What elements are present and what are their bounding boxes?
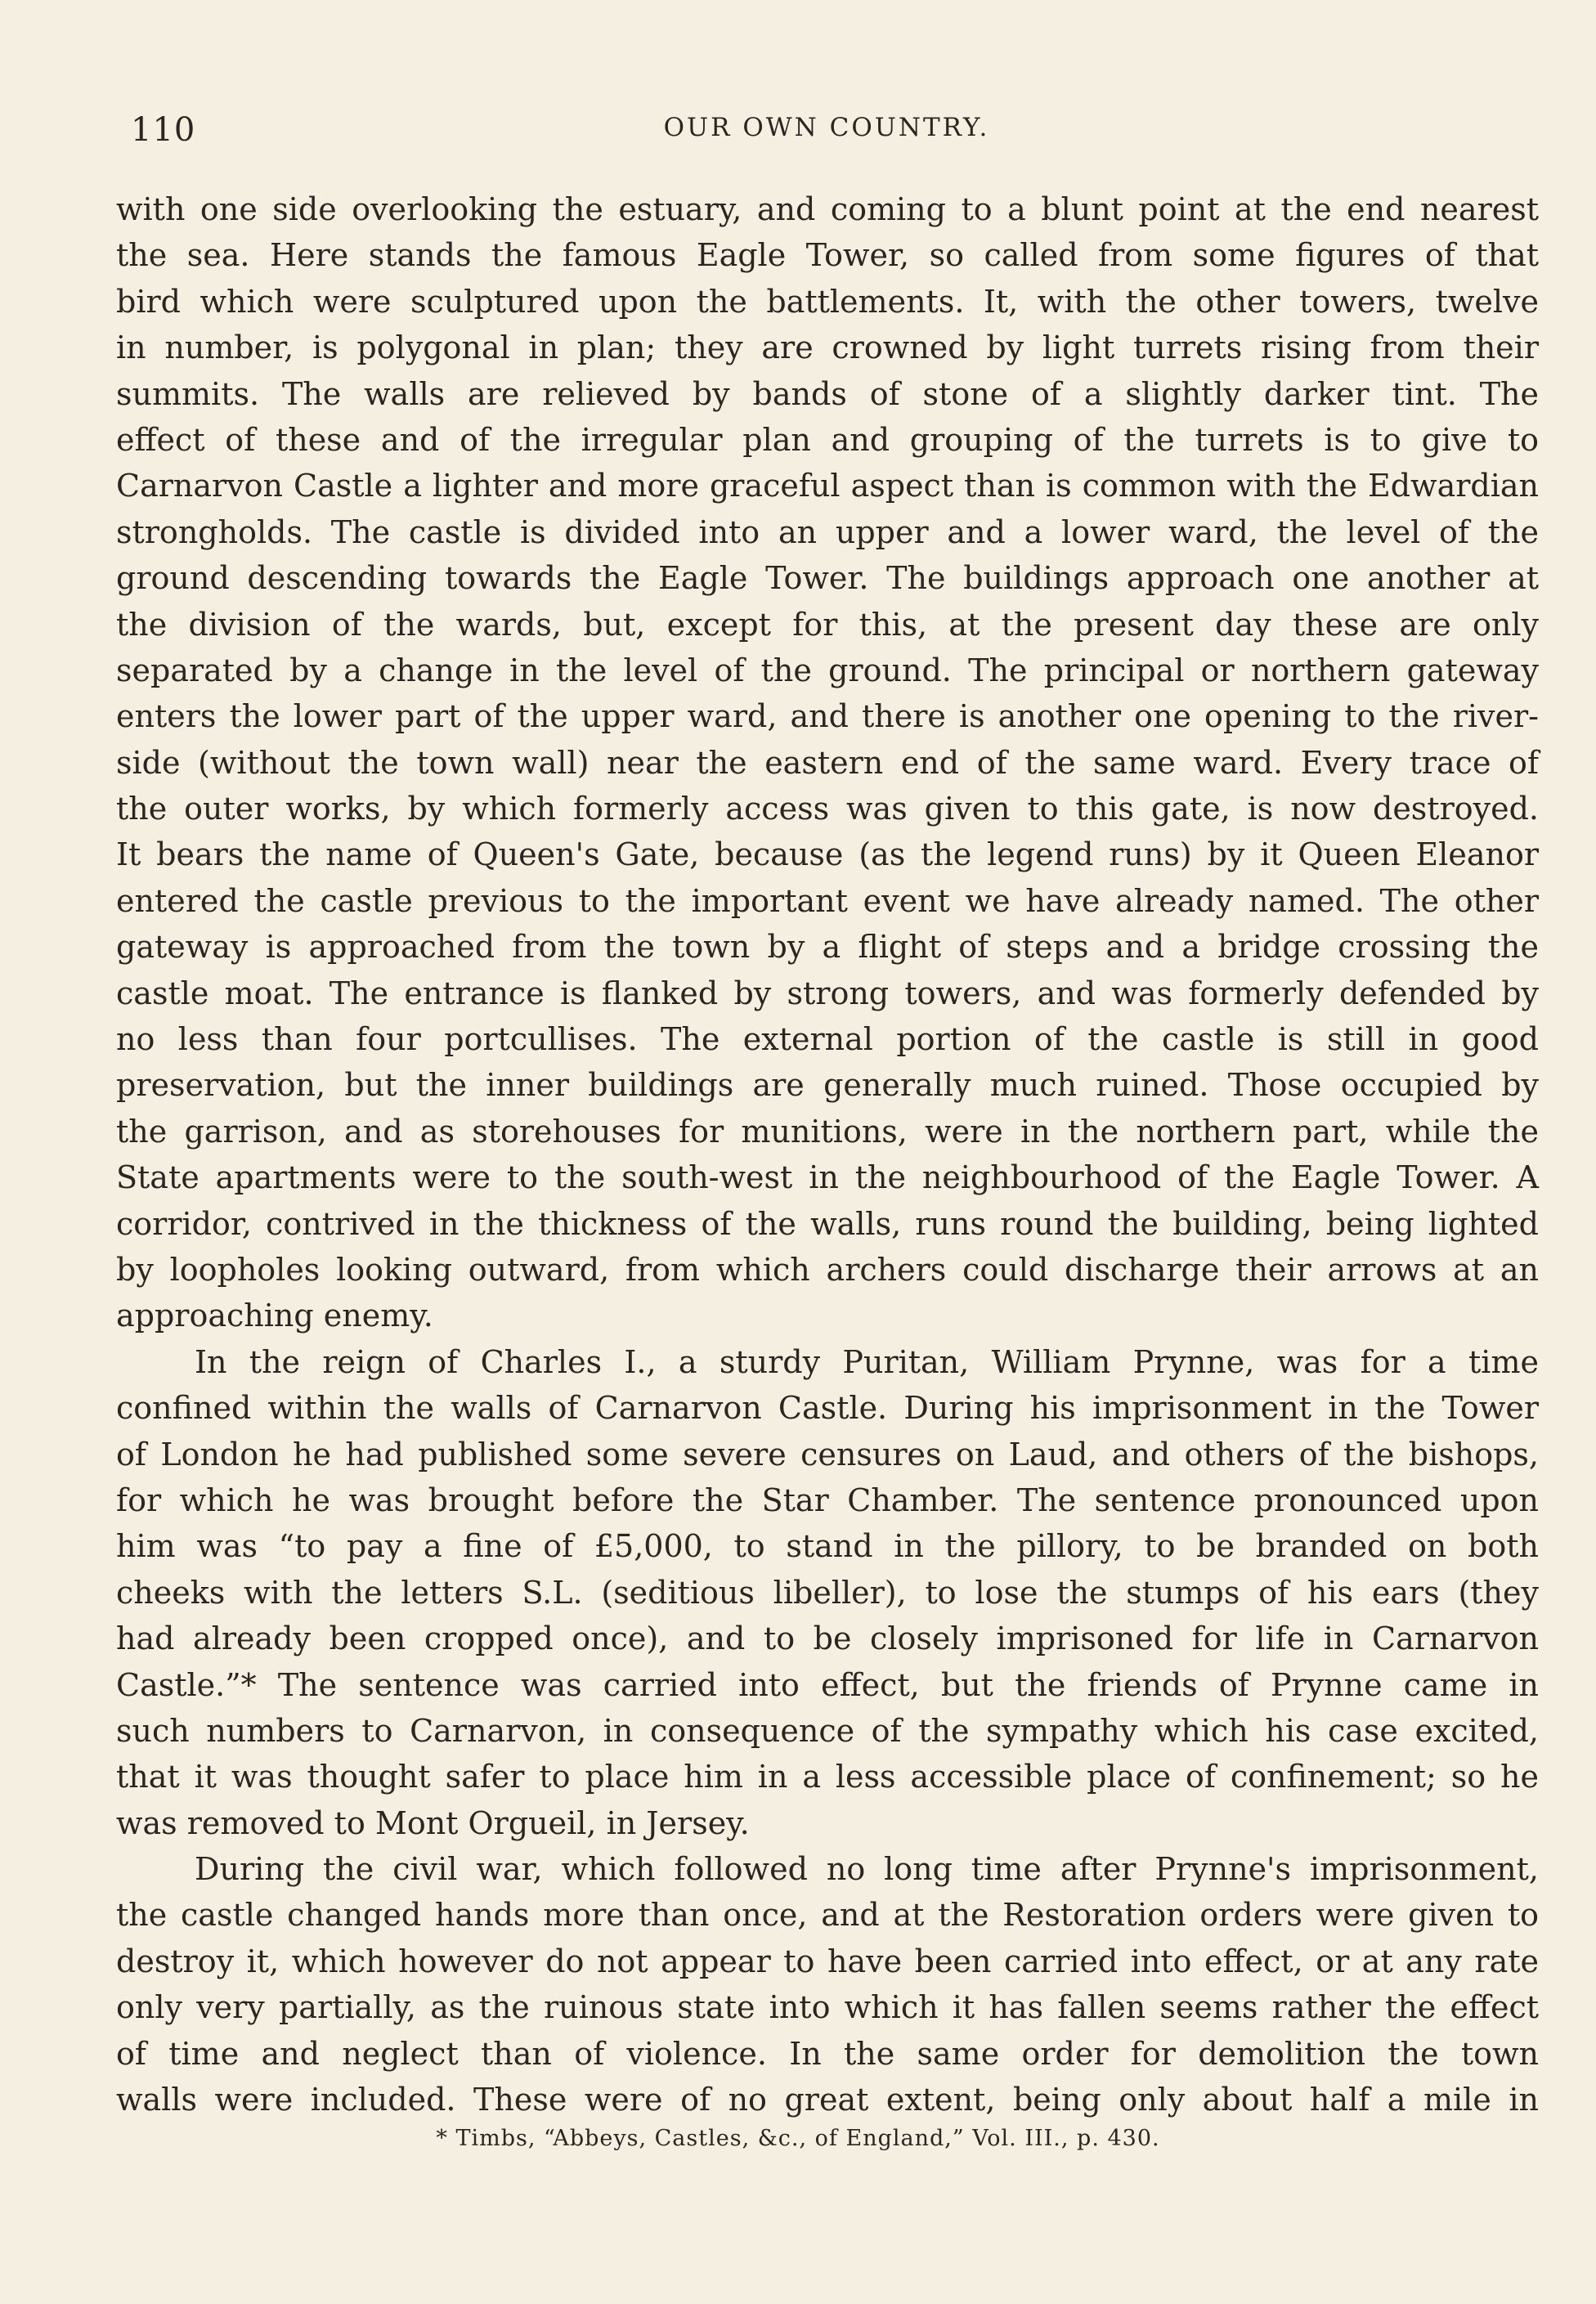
text-line: State apartments were to the south-west in the neighbourhood of the Eagle Tower. A [116, 1159, 1539, 1196]
text-line: summits. The walls are relieved by bands of stone of a slightly darker tint. The [116, 375, 1539, 412]
text-line: had already been cropped once), and to be closely imprisoned for life in Carnarvon [116, 1620, 1539, 1657]
text-line: him was “to pay a fine of £5,000, to stand in the pillory, to be branded on both [116, 1528, 1539, 1565]
running-title: OUR OWN COUNTRY. [663, 113, 990, 142]
text-line: cheeks with the letters S.L. (seditious libeller), to lose the stumps of his ears (they [116, 1574, 1539, 1611]
body-text [116, 186, 1539, 2122]
text-line: corridor, contrived in the thickness of the walls, runs round the building, being lighted [116, 1205, 1539, 1242]
text-line: gateway is approached from the town by a flight of steps and a bridge crossing the [116, 929, 1539, 966]
text-line: the castle changed hands more than once, and at the Restoration orders were given to [116, 1897, 1539, 1934]
page-number: 110 [131, 111, 196, 149]
text-line: no less than four portcullises. The external portion of the castle is still in good [116, 1021, 1539, 1058]
text-line: Carnarvon Castle a lighter and more graceful aspect than is common with the Edwardian [116, 468, 1539, 504]
text-line: bird which were sculptured upon the battlements. It, with the other towers, twelve [116, 283, 1539, 320]
text-line: the outer works, by which formerly access was given to this gate, is now destroyed. [116, 791, 1539, 827]
text-line: the garrison, and as storehouses for munitions, were in the northern part, while the [116, 1113, 1539, 1150]
text-line: the division of the wards, but, except for this, at the present day these are only [116, 606, 1539, 643]
text-line: side (without the town wall) near the eastern end of the same ward. Every trace of [116, 744, 1539, 781]
text-line: the sea. Here stands the famous Eagle Tower, so called from some figures of that [116, 237, 1539, 274]
text-line: of time and neglect than of violence. In the same order for demolition the town [116, 2035, 1539, 2072]
text-line: by loopholes looking outward, from which archers could discharge their arrows at an [116, 1251, 1539, 1288]
text-line: enters the lower part of the upper ward, and there is another one opening to the river- [116, 698, 1539, 735]
text-line: Castle.”* The sentence was carried into effect, but the friends of Prynne came in [116, 1666, 1539, 1703]
text-line: castle moat. The entrance is flanked by strong towers, and was formerly defended by [116, 975, 1539, 1011]
text-line: destroy it, which however do not appear to have been carried into effect, or at any rate [116, 1943, 1539, 1979]
text-line: with one side overlooking the estuary, and coming to a blunt point at the end nearest [116, 191, 1539, 227]
text-line: only very partially, as the ruinous state into which it has fallen seems rather the effect [116, 1989, 1539, 2026]
text-line: that it was thought safer to place him in a less accessible place of confinement; so he [116, 1759, 1539, 1795]
text-line: of London he had published some severe censures on Laud, and others of the bishops, [116, 1436, 1539, 1472]
text-line: such numbers to Carnarvon, in consequence of the sympathy which his case excited, [116, 1712, 1539, 1749]
text-line: During the civil war, which followed no long time after Prynne's imprisonment, [195, 1851, 1539, 1888]
text-line: effect of these and of the irregular plan and grouping of the turrets is to give to [116, 421, 1539, 458]
text-line: approaching enemy. [116, 1298, 433, 1334]
text-line: It bears the name of Queen's Gate, because (as the legend runs) by it Queen Eleanor [116, 836, 1539, 873]
text-line: for which he was brought before the Star Chamber. The sentence pronounced upon [116, 1481, 1539, 1518]
text-line: separated by a change in the level of the ground. The principal or northern gateway [116, 652, 1539, 688]
text-line: strongholds. The castle is divided into an upper and a lower ward, the level of the [116, 513, 1539, 550]
text-line: ground descending towards the Eagle Tower. The buildings approach one another at [116, 560, 1539, 597]
footnote: * Timbs, “Abbeys, Castles, &c., of England,” Vol. III., p. 430. [436, 2126, 1160, 2151]
text-line: preservation, but the inner buildings are generally much ruined. Those occupied by [116, 1067, 1539, 1104]
text-line: walls were included. These were of no great extent, being only about half a mile in [116, 2082, 1539, 2118]
running-header [123, 105, 1531, 154]
text-line: in number, is polygonal in plan; they are crowned by light turrets rising from their [116, 329, 1539, 366]
text-line: was removed to Mont Orgueil, in Jersey. [116, 1804, 750, 1841]
text-line: confined within the walls of Carnarvon Castle. During his imprisonment in the Tower [116, 1390, 1539, 1427]
text-line: entered the castle previous to the important event we have already named. The other [116, 882, 1539, 919]
text-line: In the reign of Charles I., a sturdy Puritan, William Prynne, was for a time [195, 1343, 1539, 1380]
